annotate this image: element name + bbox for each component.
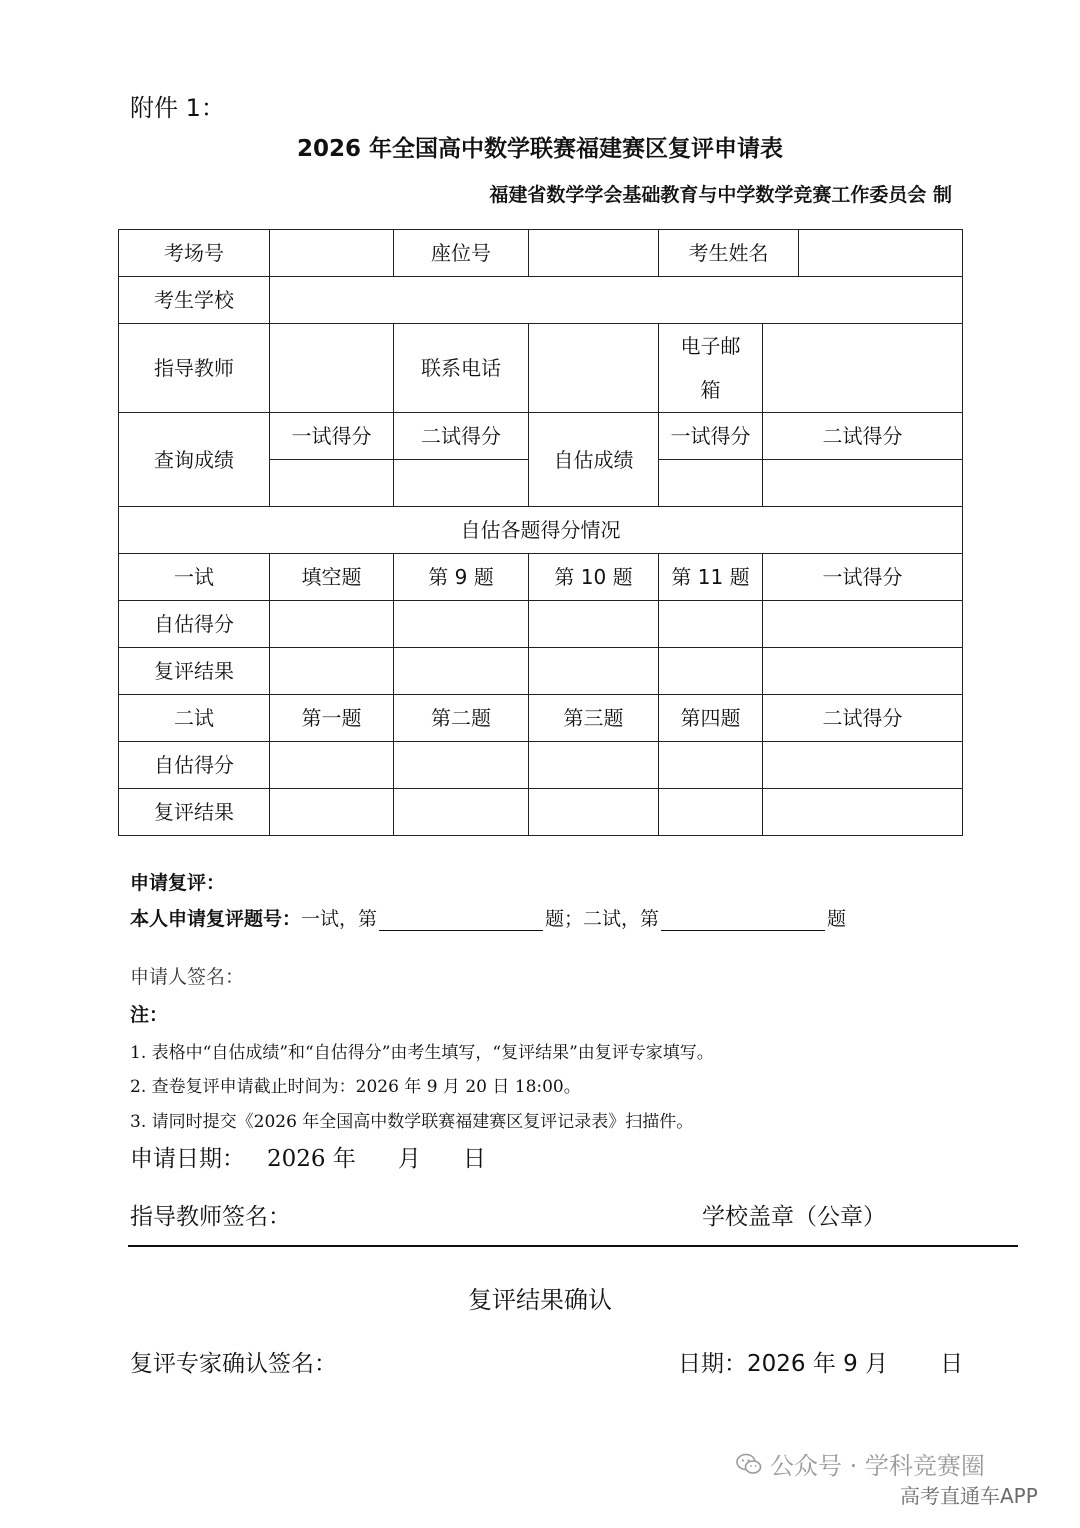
round1-review-cell[interactable] — [270, 648, 394, 695]
phone-field[interactable] — [529, 324, 659, 413]
round1-self-score-label: 自估得分 — [119, 601, 270, 648]
email-label — [659, 324, 763, 413]
expert-date — [678, 1345, 963, 1378]
detail-header: 自估各题得分情况 — [119, 507, 963, 554]
note-item: 3. 请同时提交《2026 年全国高中数学联赛福建赛区复评记录表》扫描件。 — [130, 1112, 694, 1132]
query-first-score-field[interactable] — [270, 460, 394, 507]
expert-date-value: 2026 年 9 月 — [747, 1351, 889, 1377]
attachment-label: 附件 1： — [130, 94, 225, 122]
table-row — [119, 554, 963, 601]
table-row — [119, 413, 963, 460]
watermark — [736, 1446, 985, 1481]
divider — [128, 1245, 1018, 1247]
round2-review-cell[interactable] — [659, 789, 763, 836]
email-label-line2: 箱 — [700, 378, 721, 402]
self-est-first-score-field[interactable] — [659, 460, 763, 507]
round2-review-cell[interactable] — [529, 789, 659, 836]
teacher-label: 指导教师 — [119, 324, 270, 413]
round2-col-q2: 第二题 — [394, 695, 529, 742]
application-date-label: 申请日期： — [130, 1146, 245, 1172]
round2-review-cell[interactable] — [394, 789, 529, 836]
email-label-line1: 电子邮 — [680, 334, 741, 358]
expert-date-label: 日期： — [678, 1351, 747, 1377]
round1-label: 一试 — [119, 554, 270, 601]
round1-self-cell[interactable] — [659, 601, 763, 648]
application-date-day: 日 — [462, 1146, 486, 1172]
application-date — [130, 1140, 486, 1173]
round2-self-cell[interactable] — [659, 742, 763, 789]
apply-lead: 本人申请复评题号： — [130, 908, 302, 930]
round1-self-cell[interactable] — [270, 601, 394, 648]
round2-col-total: 二试得分 — [763, 695, 963, 742]
self-est-second-score-field[interactable] — [763, 460, 963, 507]
round2-review-cell[interactable] — [270, 789, 394, 836]
note-item: 2. 查卷复评申请截止时间为：2026 年 9 月 20 日 18:00。 — [130, 1077, 581, 1097]
table-row — [119, 742, 963, 789]
email-field[interactable] — [763, 324, 963, 413]
query-score-label: 查询成绩 — [119, 413, 270, 507]
round1-self-cell[interactable] — [529, 601, 659, 648]
confirm-title: 复评结果确认 — [468, 1286, 612, 1314]
exam-room-field[interactable] — [270, 230, 394, 277]
application-date-year: 2026 年 — [267, 1146, 356, 1172]
round2-col-q3: 第三题 — [529, 695, 659, 742]
school-seal-label: 学校盖章（公章） — [702, 1204, 886, 1230]
table-row — [119, 695, 963, 742]
query-first-score-label: 一试得分 — [270, 413, 394, 460]
application-table — [118, 229, 963, 836]
table-row — [119, 230, 963, 277]
round2-self-cell[interactable] — [529, 742, 659, 789]
round2-col-q4: 第四题 — [659, 695, 763, 742]
self-est-second-score-label: 二试得分 — [763, 413, 963, 460]
round1-self-cell[interactable] — [394, 601, 529, 648]
expert-date-day: 日 — [940, 1351, 964, 1377]
table-row — [119, 507, 963, 554]
table-row — [119, 324, 963, 413]
school-label: 考生学校 — [119, 277, 270, 324]
round1-self-cell[interactable] — [763, 601, 963, 648]
round1-question-blank[interactable] — [379, 910, 543, 931]
round1-review-cell[interactable] — [529, 648, 659, 695]
apply-line — [130, 904, 846, 931]
round2-review-cell[interactable] — [763, 789, 963, 836]
seat-no-field[interactable] — [529, 230, 659, 277]
issuer-line: 福建省数学学会基础教育与中学数学竞赛工作委员会 制 — [489, 184, 952, 206]
round1-review-cell[interactable] — [659, 648, 763, 695]
table-row — [119, 277, 963, 324]
round1-col-q11: 第 11 题 — [659, 554, 763, 601]
candidate-name-field[interactable] — [799, 230, 963, 277]
application-date-month: 月 — [397, 1146, 421, 1172]
school-field[interactable] — [270, 277, 963, 324]
query-second-score-label: 二试得分 — [394, 413, 529, 460]
candidate-name-label: 考生姓名 — [659, 230, 799, 277]
apply-heading: 申请复评： — [130, 872, 226, 894]
round2-label: 二试 — [119, 695, 270, 742]
apply-first-part: 一试，第 — [301, 908, 378, 930]
round2-question-blank[interactable] — [661, 910, 825, 931]
phone-label: 联系电话 — [394, 324, 529, 413]
table-row — [119, 601, 963, 648]
teacher-signature-label: 指导教师签名： — [130, 1204, 291, 1230]
round2-self-cell[interactable] — [270, 742, 394, 789]
notes-heading: 注： — [130, 1004, 169, 1026]
round1-col-fill: 填空题 — [270, 554, 394, 601]
round1-col-total: 一试得分 — [763, 554, 963, 601]
round2-review-label: 复评结果 — [119, 789, 270, 836]
note-item: 1. 表格中“自估成绩”和“自估得分”由考生填写，“复评结果”由复评专家填写。 — [130, 1043, 714, 1063]
watermark-text: 公众号 · 学科竞赛圈 — [770, 1452, 985, 1480]
self-est-label: 自估成绩 — [529, 413, 659, 507]
apply-mid-part: 题；二试，第 — [545, 908, 660, 930]
round1-review-cell[interactable] — [763, 648, 963, 695]
round2-self-cell[interactable] — [394, 742, 529, 789]
table-row — [119, 648, 963, 695]
round2-self-score-label: 自估得分 — [119, 742, 270, 789]
expert-signature-label: 复评专家确认签名： — [130, 1351, 337, 1377]
round1-review-cell[interactable] — [394, 648, 529, 695]
wechat-icon — [736, 1453, 762, 1475]
applicant-signature-label: 申请人签名： — [130, 966, 245, 988]
watermark-sub: 高考直通车APP — [900, 1484, 1038, 1508]
exam-room-label: 考场号 — [119, 230, 270, 277]
teacher-field[interactable] — [270, 324, 394, 413]
query-second-score-field[interactable] — [394, 460, 529, 507]
table-row — [119, 789, 963, 836]
round1-col-q10: 第 10 题 — [529, 554, 659, 601]
round2-col-q1: 第一题 — [270, 695, 394, 742]
form-title: 2026 年全国高中数学联赛福建赛区复评申请表 — [296, 136, 784, 162]
round1-review-label: 复评结果 — [119, 648, 270, 695]
round2-self-cell[interactable] — [763, 742, 963, 789]
apply-end-part: 题 — [827, 908, 847, 930]
seat-no-label: 座位号 — [394, 230, 529, 277]
self-est-first-score-label: 一试得分 — [659, 413, 763, 460]
round1-col-q9: 第 9 题 — [394, 554, 529, 601]
